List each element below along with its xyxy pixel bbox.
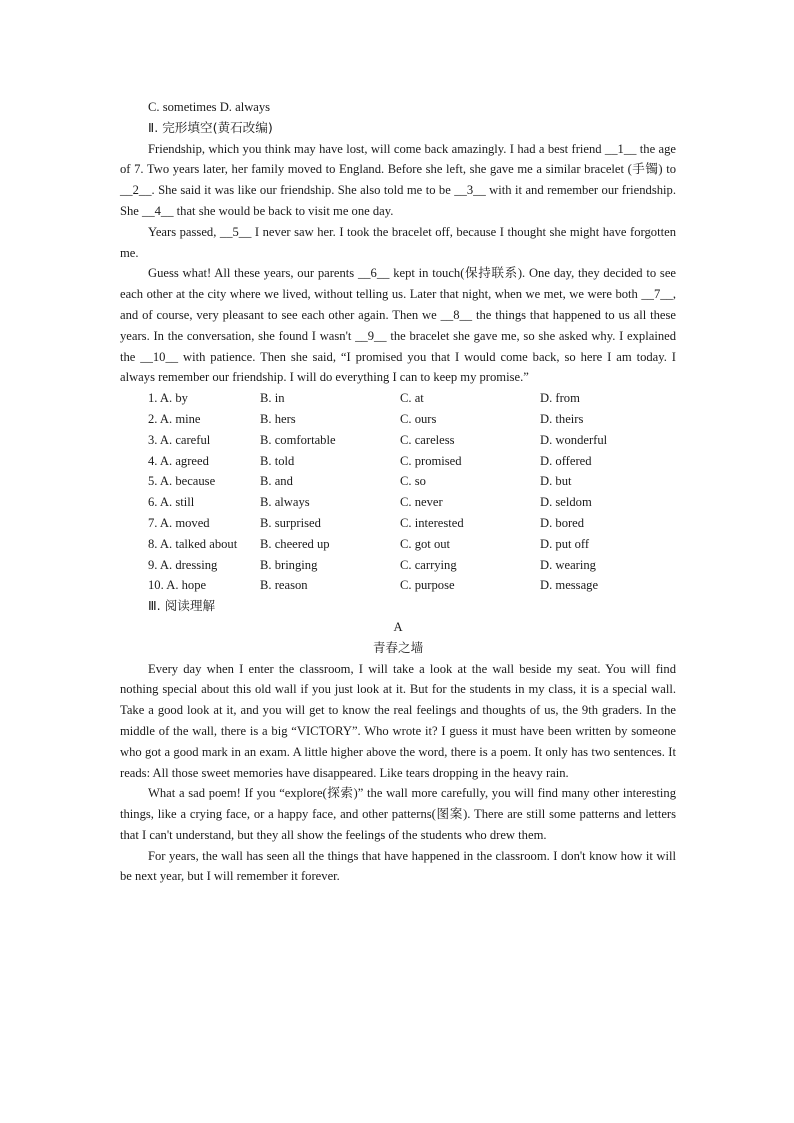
cloze-paragraph: Friendship, which you think may have lost, will come back amazingly. I had a best friend __1__ the age of 7. Two years later, her family moved to England. Before she left, she gave me a similar bracelet (手镯) to __2__. She said it was like our friendship. She also told me to be __3__ with it and remember our friendship. She __4__ that she would be back to visit me one day.: [120, 141, 676, 218]
option-a: A. still: [159, 495, 195, 510]
option-a: A. moved: [159, 515, 210, 530]
option-a: A. mine: [159, 411, 201, 426]
section-2-heading: Ⅱ. 完形填空(黄石改编): [148, 119, 273, 135]
reading-paragraph: For years, the wall has seen all the things that have happened in the classroom. I don't know how it will be next year, but I will remember it forever.: [120, 848, 676, 884]
section-3-heading: Ⅲ. 阅读理解: [148, 598, 216, 614]
option-row: [120, 430, 676, 451]
option-b: B. and: [260, 474, 293, 489]
option-row: [120, 471, 676, 492]
option-c: C. so: [400, 474, 426, 489]
question-number: 8.: [148, 536, 158, 551]
option-c: C. purpose: [400, 578, 455, 593]
question-number: 7.: [148, 515, 158, 530]
question-number: 10.: [148, 578, 164, 593]
option-d: D. put off: [540, 536, 590, 551]
option-b: B. always: [260, 495, 310, 510]
option-c: C. ours: [400, 411, 437, 426]
option-row: [120, 409, 676, 430]
option-b: B. told: [260, 453, 295, 468]
option-a: A. careful: [159, 432, 211, 447]
option-row: [120, 534, 676, 555]
options-list: [120, 388, 676, 596]
question-number: 9.: [148, 557, 158, 572]
option-b: B. hers: [260, 411, 296, 426]
option-c: C. never: [400, 495, 443, 510]
option-c: C. interested: [400, 515, 464, 530]
question-number: 4.: [148, 453, 158, 468]
question-number: 5.: [148, 474, 158, 489]
option-row: [120, 555, 676, 576]
option-a: A. talked about: [159, 536, 238, 551]
question-number: 2.: [148, 411, 158, 426]
option-b: B. cheered up: [260, 536, 330, 551]
option-b: B. surprised: [260, 515, 321, 530]
option-c: C. promised: [400, 453, 462, 468]
option-a: A. because: [159, 474, 216, 489]
option-d: D. wonderful: [540, 432, 608, 447]
option-a: A. hope: [166, 578, 207, 593]
option-d: D. from: [540, 391, 580, 406]
option-row: [120, 451, 676, 472]
option-d: D. but: [540, 474, 572, 489]
option-a: A. by: [159, 391, 188, 406]
reading-paragraph: What a sad poem! If you “explore(探索)” the wall more carefully, you will find many other interesting things, like a crying face, or a happy face, and other patterns(图案). There are still some patterns and letters that I can't understand, but they all show the feelings of the students who drew them.: [120, 786, 676, 842]
option-c: C. careless: [400, 432, 455, 447]
option-row: [120, 492, 676, 513]
cloze-paragraph: Guess what! All these years, our parents __6__ kept in touch(保持联系). One day, they decided to see each other at the city where we lived, without telling us. Later that night, when we met, we were both __7__, and of course, very pleasant to see each other again. Then we __8__ the things that happened to us all these years. In the conversation, she found I wasn't __9__ the bracelet she gave me, so she asked why. I explained the __10__ with patience. Then she said, “I promised you that I would come back, so here I am today. I always remember our friendship. I will do everything I can to keep my promise.”: [120, 266, 676, 385]
option-row: [120, 575, 676, 596]
question-number: 6.: [148, 495, 158, 510]
option-a: A. agreed: [159, 453, 209, 468]
question-number: 1.: [148, 391, 158, 406]
option-c: C. carrying: [400, 557, 457, 572]
passage-label: A: [393, 619, 403, 634]
passage-title: 青春之墙: [372, 639, 424, 655]
option-d: D. message: [540, 578, 599, 593]
option-d: D. theirs: [540, 411, 584, 426]
question-number: 3.: [148, 432, 158, 447]
option-b: B. comfortable: [260, 432, 336, 447]
option-c: C. at: [400, 391, 424, 406]
option-c: C. got out: [400, 536, 451, 551]
document-page: [120, 97, 676, 887]
option-b: B. bringing: [260, 557, 318, 572]
option-d: D. seldom: [540, 495, 592, 510]
option-b: B. in: [260, 391, 285, 406]
previous-question-options: C. sometimes D. always: [148, 100, 271, 114]
option-b: B. reason: [260, 578, 308, 593]
option-row: [120, 513, 676, 534]
cloze-paragraph: Years passed, __5__ I never saw her. I took the bracelet off, because I thought she might have forgotten me.: [120, 224, 676, 260]
option-d: D. offered: [540, 453, 592, 468]
option-a: A. dressing: [159, 557, 218, 572]
option-d: D. bored: [540, 515, 585, 530]
option-row: [120, 388, 676, 409]
reading-paragraph: Every day when I enter the classroom, I will take a look at the wall beside my seat. You will find nothing special about this old wall if you just look at it. But for the students in my class, it is a special wall. Take a good look at it, and you will get to know the real feelings and thoughts of us, the 9th graders. In the middle of the wall, there is a big “VICTORY”. Who wrote it? I guess it must have been written by someone who got a good mark in an exam. A little higher above the word, there is a poem. It only has two sentences. It reads: All those sweet memories have disappeared. Like tears dropping in the heavy rain.: [120, 661, 676, 780]
option-d: D. wearing: [540, 557, 596, 572]
